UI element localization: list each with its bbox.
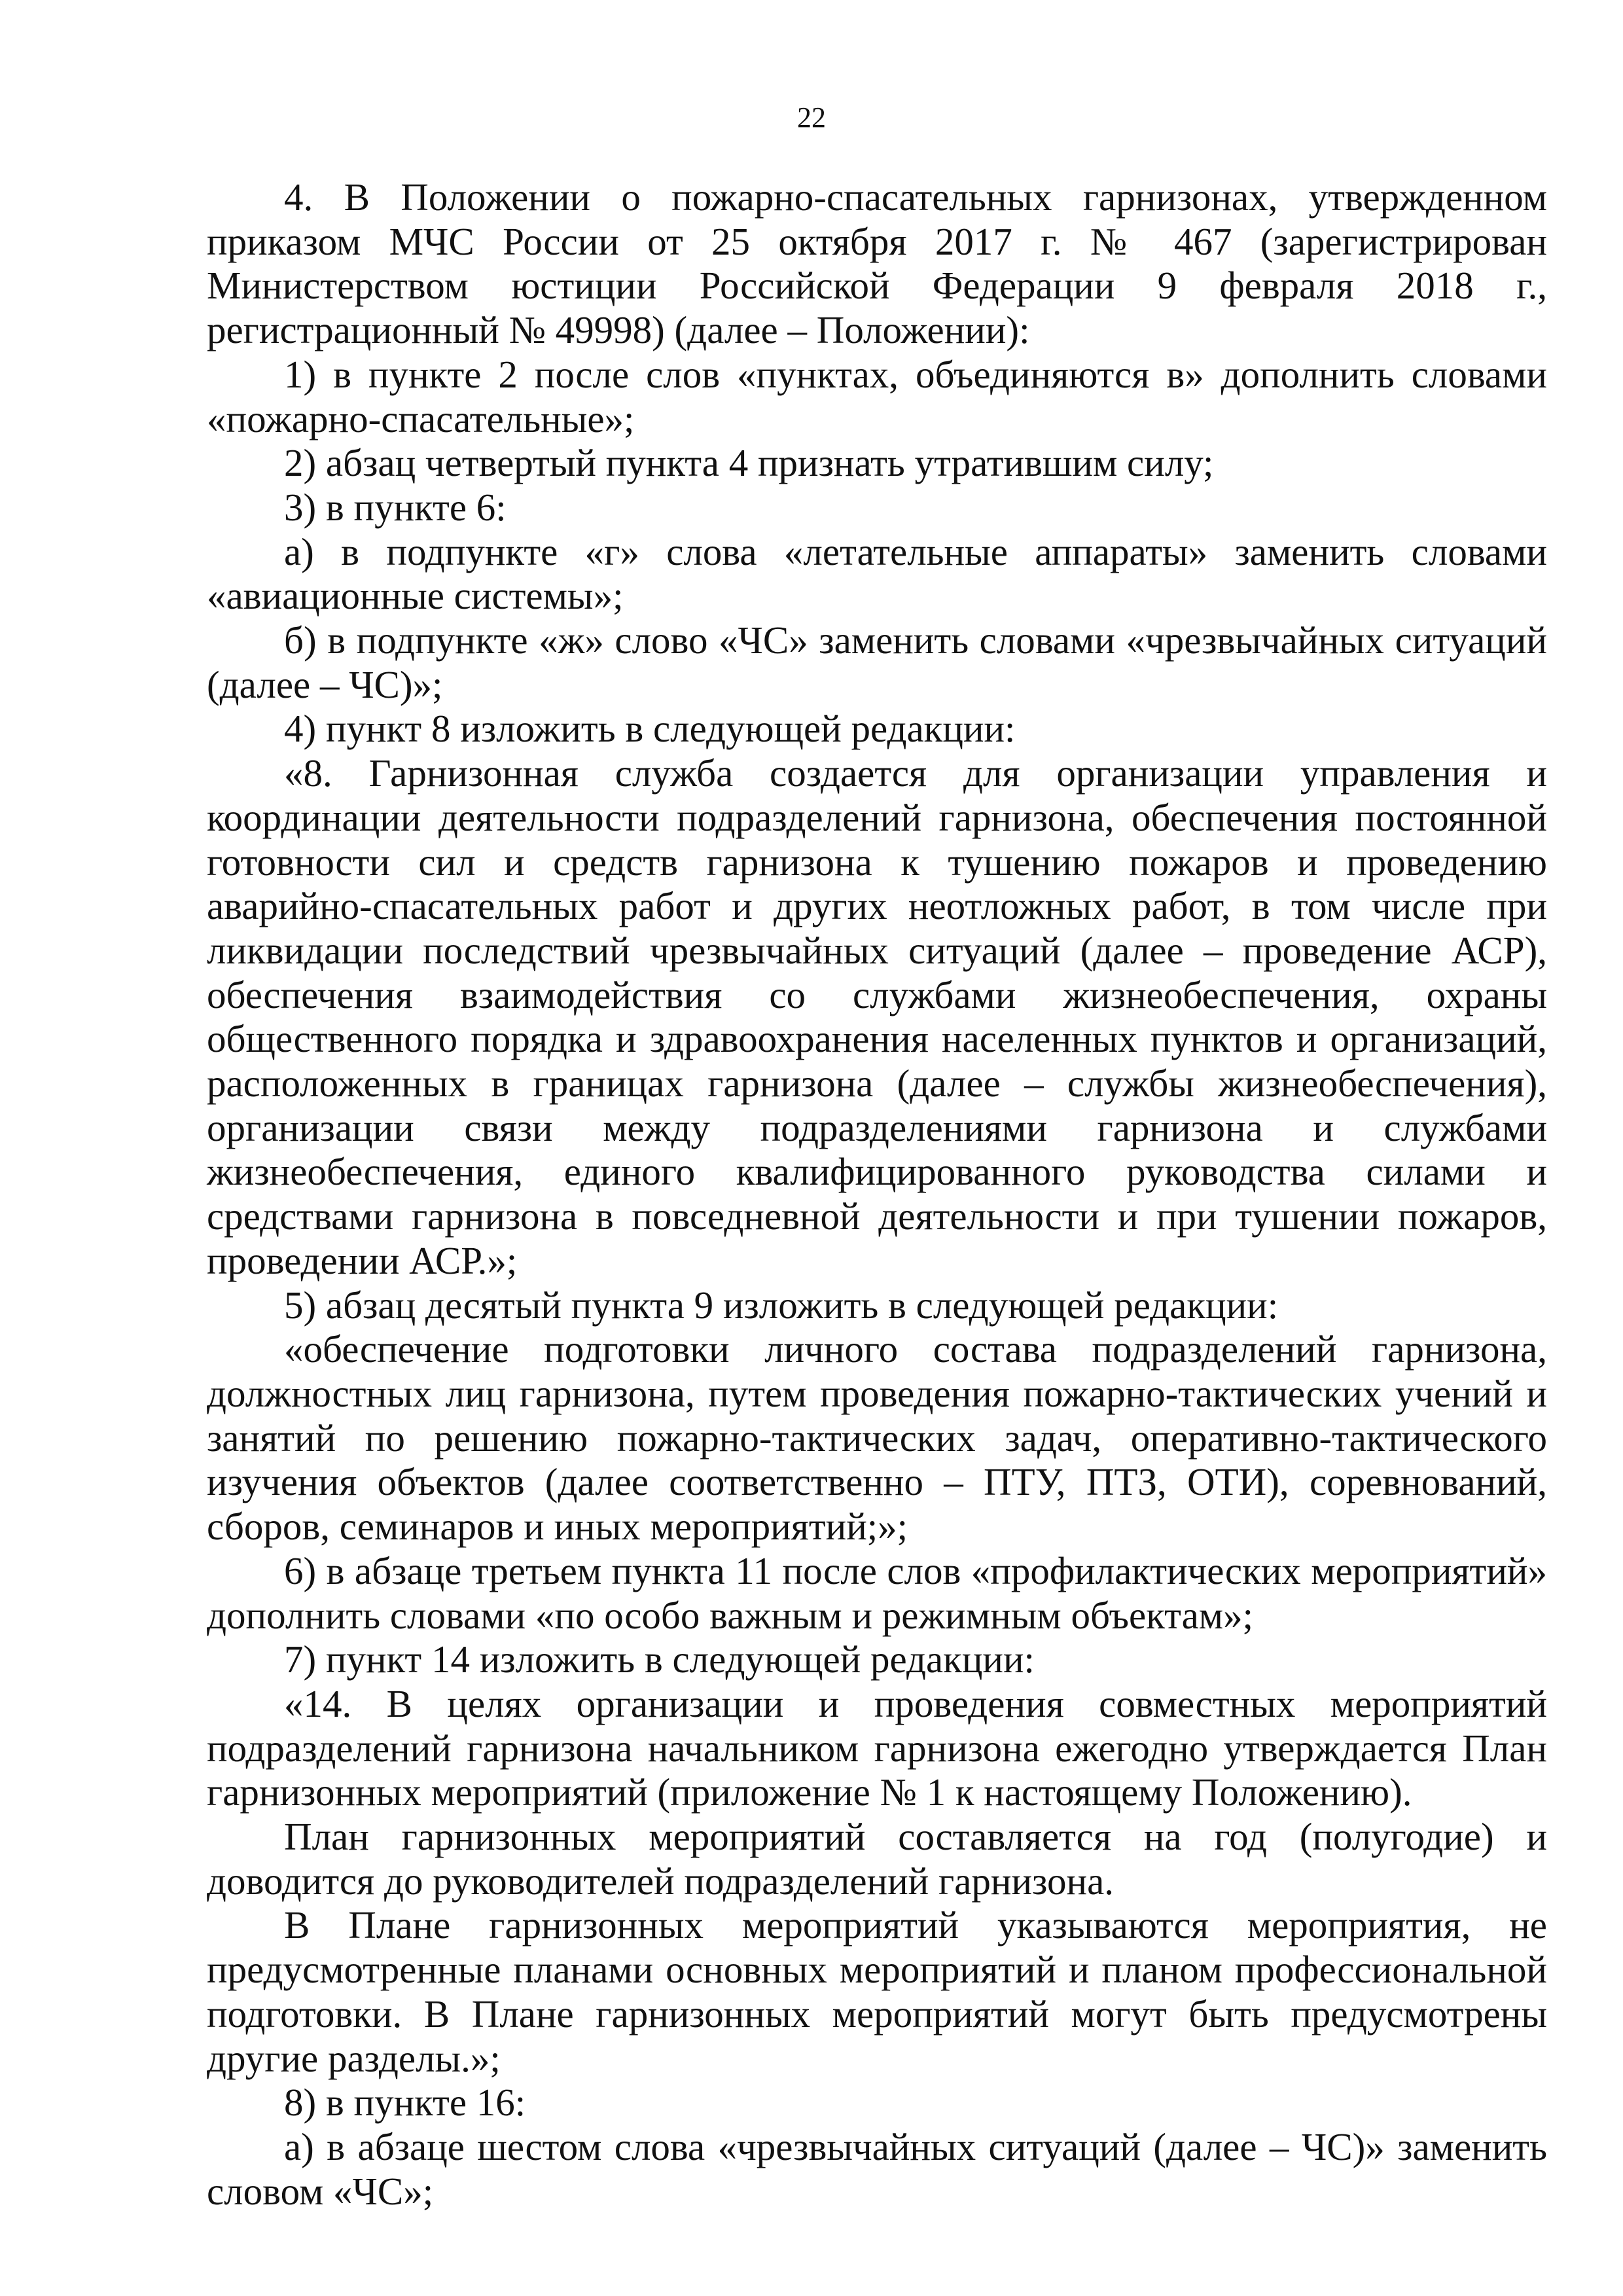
- document-body: [207, 175, 1547, 2214]
- paragraph-point-8-text: «8. Гарнизонная служба создается для организации управления и координации деятельности подразделений гарнизона, обеспечения постоянной готовности сил и средств гарнизона к тушению пожаров и проведению аварийно-спасательных работ и других неотложных работ, в том числе при ликвидации последствий чрезвычайных ситуаций (далее – проведение АСР), обеспечения взаимодействия со службами жизнеобеспечения, охраны общественного порядка и здравоохранения населенных пунктов и организаций, расположенных в границах гарнизона (далее – службы жизнеобеспечения), организации связи между подразделениями гарнизона и службами жизнеобеспечения, единого квалифицированного руководства силами и средствами гарнизона в повседневной деятельности и при тушении пожаров, проведении АСР.»;: [207, 751, 1547, 1282]
- page-number: 22: [797, 101, 826, 134]
- paragraph-item-4: 4) пункт 8 изложить в следующей редакции:: [284, 707, 1016, 751]
- paragraph-item-3b: б) в подпункте «ж» слово «ЧС» заменить словами «чрезвычайных ситуаций (далее – ЧС)»;: [207, 619, 1547, 706]
- paragraph-item-7: 7) пункт 14 изложить в следующей редакции:: [284, 1638, 1035, 1681]
- paragraph-plan-schedule: План гарнизонных мероприятий составляется на год (полугодие) и доводится до руководителей подразделений гарнизона.: [207, 1815, 1547, 1903]
- paragraph-item-8a: а) в абзаце шестом слова «чрезвычайных ситуаций (далее – ЧС)» заменить словом «ЧС»;: [207, 2125, 1547, 2213]
- paragraph-item-1: 1) в пункте 2 после слов «пунктах, объединяются в» дополнить словами «пожарно-спасательные»;: [207, 352, 1547, 440]
- paragraph-item-6: 6) в абзаце третьем пункта 11 после слов «профилактических мероприятий» дополнить словами «по особо важным и режимным объектам»;: [207, 1549, 1547, 1637]
- paragraph-item-3: 3) в пункте 6:: [284, 485, 507, 529]
- paragraph-item-8: 8) в пункте 16:: [284, 2081, 526, 2125]
- paragraph-plan-contents: В Плане гарнизонных мероприятий указываются мероприятия, не предусмотренные планами основных мероприятий и планом профессиональной подготовки. В Плане гарнизонных мероприятий могут быть предусмотрены другие разделы.»;: [207, 1903, 1547, 2080]
- paragraph-point-9-text: «обеспечение подготовки личного состава подразделений гарнизона, должностных лиц гарнизона, путем проведения пожарно-тактических учений и занятий по решению пожарно-тактических задач, оперативно-тактического изучения объектов (далее соответственно – ПТУ, ПТЗ, ОТИ), соревнований, сборов, семинаров и иных мероприятий;»;: [207, 1327, 1547, 1549]
- paragraph-item-5: 5) абзац десятый пункта 9 изложить в следующей редакции:: [284, 1283, 1279, 1327]
- paragraph-item-3a: а) в подпункте «г» слова «летательные аппараты» заменить словами «авиационные системы»;: [207, 529, 1547, 618]
- paragraph-item-2: 2) абзац четвертый пункта 4 признать утратившим силу;: [284, 441, 1214, 485]
- paragraph-point-14-text: «14. В целях организации и проведения совместных мероприятий подразделений гарнизона начальником гарнизона ежегодно утверждается План гарнизонных мероприятий (приложение № 1 к настоящему Положению).: [207, 1681, 1547, 1814]
- paragraph-4-intro: 4. В Положении о пожарно-спасательных гарнизонах, утвержденном приказом МЧС России от 25 октября 2017 г. № 467 (зарегистрирован Министерством юстиции Российской Федерации 9 февраля 2018 г., регистрационный № 49998) (далее – Положении):: [207, 175, 1547, 352]
